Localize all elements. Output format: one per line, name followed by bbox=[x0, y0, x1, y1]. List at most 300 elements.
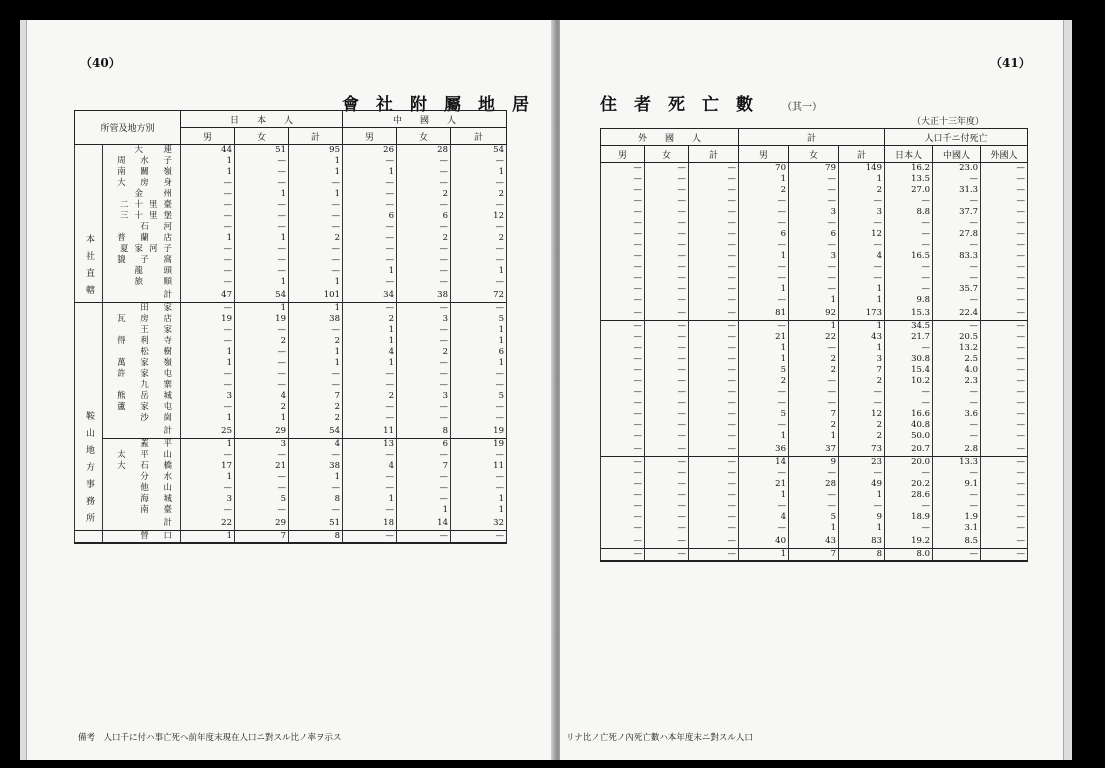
cell-cm: 18 bbox=[343, 516, 397, 531]
cell-tt: 1 bbox=[839, 523, 885, 534]
cell-ct: — bbox=[451, 244, 507, 255]
cell-tm: — bbox=[739, 196, 789, 207]
cell-rf: — bbox=[981, 479, 1028, 490]
cell-fm: — bbox=[601, 534, 645, 549]
cell-ff: — bbox=[645, 306, 689, 321]
cell-fm: — bbox=[601, 332, 645, 343]
cell-fm: — bbox=[601, 376, 645, 387]
cell-jf: 54 bbox=[235, 288, 289, 303]
cell-rc: — bbox=[933, 387, 981, 398]
cell-tm: — bbox=[739, 207, 789, 218]
cell-ct: 1 bbox=[451, 358, 507, 369]
cell-jf: 1 bbox=[235, 303, 289, 315]
cell-tt: — bbox=[839, 196, 885, 207]
cell-jt: 2 bbox=[289, 402, 343, 413]
cell-cm: — bbox=[343, 413, 397, 424]
cell-tf: 7 bbox=[789, 549, 839, 562]
table-row bbox=[75, 531, 507, 544]
cell-ct: 2 bbox=[451, 233, 507, 244]
table-row bbox=[75, 380, 507, 391]
left-page bbox=[20, 20, 555, 760]
cell-jf: — bbox=[235, 483, 289, 494]
cell-rf: — bbox=[981, 457, 1028, 469]
table-row bbox=[75, 472, 507, 483]
cell-jt: 2 bbox=[289, 336, 343, 347]
cell-rj: 10.2 bbox=[885, 376, 933, 387]
table-row bbox=[75, 483, 507, 494]
cell-jm: — bbox=[181, 266, 235, 277]
cell-rj: — bbox=[885, 196, 933, 207]
cell-ff: — bbox=[645, 457, 689, 469]
cell-fm: — bbox=[601, 409, 645, 420]
table-row bbox=[75, 211, 507, 222]
cell-cm: 11 bbox=[343, 424, 397, 439]
cell-ct: — bbox=[451, 380, 507, 391]
rate-group-header: 人口千ニ付死亡 bbox=[885, 129, 1028, 146]
cell-tm: — bbox=[739, 240, 789, 251]
cell-fm: — bbox=[601, 273, 645, 284]
cell-ff: — bbox=[645, 207, 689, 218]
cell-ff: — bbox=[645, 431, 689, 442]
cell-ct: — bbox=[451, 450, 507, 461]
cell-cm: 26 bbox=[343, 145, 397, 157]
cell-tt: 1 bbox=[839, 295, 885, 306]
cell-cf: 3 bbox=[397, 391, 451, 402]
cell-jm: — bbox=[181, 483, 235, 494]
cell-ft: — bbox=[689, 185, 739, 196]
cell-jf: 51 bbox=[235, 145, 289, 157]
cell-tf: — bbox=[789, 185, 839, 196]
cell-rf: — bbox=[981, 442, 1028, 457]
cell-ft: — bbox=[689, 218, 739, 229]
table-row bbox=[75, 266, 507, 277]
cell-tf: — bbox=[789, 262, 839, 273]
cell-ff: — bbox=[645, 409, 689, 420]
cell-cm: — bbox=[343, 222, 397, 233]
cell-jm: — bbox=[181, 505, 235, 516]
cell-rf: — bbox=[981, 163, 1028, 175]
cell-ff: — bbox=[645, 251, 689, 262]
male-header: 男 bbox=[343, 128, 397, 145]
cell-fm: — bbox=[601, 306, 645, 321]
cell-ct: — bbox=[451, 156, 507, 167]
foreign-header: 外 國 人 bbox=[601, 129, 739, 146]
cell-cm: 4 bbox=[343, 347, 397, 358]
cell-fm: — bbox=[601, 295, 645, 306]
table-row bbox=[75, 255, 507, 266]
cell-jt: 1 bbox=[289, 358, 343, 369]
cell-rc: 35.7 bbox=[933, 284, 981, 295]
cell-tm: 5 bbox=[739, 365, 789, 376]
cell-ft: — bbox=[689, 251, 739, 262]
page-title: 住者死亡數 bbox=[600, 95, 770, 115]
cell-jm: — bbox=[181, 336, 235, 347]
region-name: 周 水 子 bbox=[103, 156, 181, 167]
cell-rc: — bbox=[933, 196, 981, 207]
cell-rc: 8.5 bbox=[933, 534, 981, 549]
cell-jm: — bbox=[181, 450, 235, 461]
cell-jm: — bbox=[181, 200, 235, 211]
cell-tt: — bbox=[839, 262, 885, 273]
cell-rf: — bbox=[981, 534, 1028, 549]
table-row bbox=[75, 222, 507, 233]
cell-tf: 79 bbox=[789, 163, 839, 175]
cell-tm: 1 bbox=[739, 549, 789, 562]
cell-rc: 3.6 bbox=[933, 409, 981, 420]
cell-ct: 11 bbox=[451, 461, 507, 472]
cell-cm: — bbox=[343, 200, 397, 211]
cell-fm: — bbox=[601, 398, 645, 409]
cell-ct: 54 bbox=[451, 145, 507, 157]
total-header: 計 bbox=[451, 128, 507, 145]
cell-jt: 1 bbox=[289, 303, 343, 315]
cell-rj: 16.6 bbox=[885, 409, 933, 420]
cell-rj: 40.8 bbox=[885, 420, 933, 431]
cell-cf: 2 bbox=[397, 233, 451, 244]
cell-jf: 21 bbox=[235, 461, 289, 472]
cell-cm: 1 bbox=[343, 266, 397, 277]
cell-tf: 1 bbox=[789, 295, 839, 306]
cell-jm: — bbox=[181, 325, 235, 336]
cell-jf: 1 bbox=[235, 233, 289, 244]
cell-ft: — bbox=[689, 163, 739, 175]
cell-tf: — bbox=[789, 387, 839, 398]
cell-ff: — bbox=[645, 218, 689, 229]
page-edge bbox=[20, 20, 27, 760]
table-row bbox=[601, 196, 1028, 207]
cell-fm: — bbox=[601, 229, 645, 240]
cell-tf: 1 bbox=[789, 431, 839, 442]
cell-rc: — bbox=[933, 240, 981, 251]
cell-fm: — bbox=[601, 196, 645, 207]
cell-cf: — bbox=[397, 531, 451, 544]
cell-rc: — bbox=[933, 174, 981, 185]
cell-cm: — bbox=[343, 402, 397, 413]
cell-rc: 1.9 bbox=[933, 512, 981, 523]
cell-tt: 3 bbox=[839, 207, 885, 218]
cell-rf: — bbox=[981, 354, 1028, 365]
cell-jt: — bbox=[289, 369, 343, 380]
cell-jm: 1 bbox=[181, 347, 235, 358]
cell-jm: 1 bbox=[181, 413, 235, 424]
cell-rc: — bbox=[933, 468, 981, 479]
cell-jf: — bbox=[235, 244, 289, 255]
cell-fm: — bbox=[601, 442, 645, 457]
cell-jt: — bbox=[289, 244, 343, 255]
cell-tt: 23 bbox=[839, 457, 885, 469]
cell-jf: 7 bbox=[235, 531, 289, 544]
group-label: 鞍山地方事務所 bbox=[75, 303, 103, 531]
cell-jm: — bbox=[181, 222, 235, 233]
cell-jf: — bbox=[235, 178, 289, 189]
female-header: 女 bbox=[397, 128, 451, 145]
table-row bbox=[601, 365, 1028, 376]
table-row bbox=[75, 347, 507, 358]
cell-fm: — bbox=[601, 365, 645, 376]
cell-jm: 1 bbox=[181, 156, 235, 167]
table-row bbox=[75, 439, 507, 451]
cell-tf: — bbox=[789, 490, 839, 501]
cell-ft: — bbox=[689, 398, 739, 409]
cell-jt: 2 bbox=[289, 233, 343, 244]
cell-ft: — bbox=[689, 262, 739, 273]
table-row bbox=[601, 321, 1028, 333]
cell-rj: 20.0 bbox=[885, 457, 933, 469]
region-name: 熊 岳 城 bbox=[103, 391, 181, 402]
cell-rj: 34.5 bbox=[885, 321, 933, 333]
cell-cf: 8 bbox=[397, 424, 451, 439]
cell-cm: 1 bbox=[343, 167, 397, 178]
cell-fm: — bbox=[601, 512, 645, 523]
cell-ff: — bbox=[645, 512, 689, 523]
cell-ft: — bbox=[689, 354, 739, 365]
cell-rf: — bbox=[981, 387, 1028, 398]
cell-jf: 29 bbox=[235, 516, 289, 531]
cell-jt: — bbox=[289, 222, 343, 233]
cell-rf: — bbox=[981, 284, 1028, 295]
cell-rc: — bbox=[933, 549, 981, 562]
rate-foreign-header: 外國人 bbox=[981, 146, 1028, 163]
cell-rj: — bbox=[885, 218, 933, 229]
table-row bbox=[601, 457, 1028, 469]
cell-cf: 6 bbox=[397, 439, 451, 451]
cell-rj: — bbox=[885, 501, 933, 512]
page-edge bbox=[1063, 20, 1072, 760]
cell-jf: — bbox=[235, 200, 289, 211]
cell-tm: — bbox=[739, 295, 789, 306]
table-row bbox=[601, 306, 1028, 321]
cell-rj: 9.8 bbox=[885, 295, 933, 306]
region-name: 王 家 bbox=[103, 325, 181, 336]
cell-cf: — bbox=[397, 303, 451, 315]
cell-jm: — bbox=[181, 244, 235, 255]
region-name: 他 山 bbox=[103, 483, 181, 494]
cell-cm: — bbox=[343, 277, 397, 288]
cell-ct: 1 bbox=[451, 266, 507, 277]
table-row bbox=[75, 505, 507, 516]
cell-rc: 4.0 bbox=[933, 365, 981, 376]
cell-rc: 31.3 bbox=[933, 185, 981, 196]
cell-ff: — bbox=[645, 262, 689, 273]
cell-jm: 22 bbox=[181, 516, 235, 531]
cell-jf: — bbox=[235, 266, 289, 277]
table-row bbox=[75, 402, 507, 413]
cell-cm: — bbox=[343, 531, 397, 544]
cell-ft: — bbox=[689, 479, 739, 490]
cell-rj: — bbox=[885, 343, 933, 354]
region-name: 沙 崗 bbox=[103, 413, 181, 424]
cell-tf: — bbox=[789, 240, 839, 251]
cell-jt: 54 bbox=[289, 424, 343, 439]
cell-ct: 72 bbox=[451, 288, 507, 303]
cell-rf: — bbox=[981, 295, 1028, 306]
cell-ct: 19 bbox=[451, 439, 507, 451]
cell-tt: 1 bbox=[839, 321, 885, 333]
cell-rf: — bbox=[981, 185, 1028, 196]
cell-tf: — bbox=[789, 501, 839, 512]
cell-jm: — bbox=[181, 189, 235, 200]
cell-ff: — bbox=[645, 354, 689, 365]
cell-cf: — bbox=[397, 380, 451, 391]
cell-rj: — bbox=[885, 398, 933, 409]
cell-cf: 7 bbox=[397, 461, 451, 472]
cell-tm: 36 bbox=[739, 442, 789, 457]
cell-jf: — bbox=[235, 369, 289, 380]
cell-rf: — bbox=[981, 207, 1028, 218]
year-label: （大正十三年度） bbox=[912, 117, 985, 127]
cell-ft: — bbox=[689, 207, 739, 218]
cell-fm: — bbox=[601, 262, 645, 273]
total-group-header: 計 bbox=[739, 129, 885, 146]
cell-rc: 83.3 bbox=[933, 251, 981, 262]
region-name: 夏家河子 bbox=[103, 244, 181, 255]
cell-cf: — bbox=[397, 277, 451, 288]
cell-fm: — bbox=[601, 431, 645, 442]
cell-tf: 2 bbox=[789, 365, 839, 376]
region-name: 計 bbox=[103, 424, 181, 439]
cell-fm: — bbox=[601, 420, 645, 431]
page-subtitle: （其一） bbox=[782, 102, 822, 113]
cell-cm: — bbox=[343, 380, 397, 391]
cell-tf: 5 bbox=[789, 512, 839, 523]
cell-jm: — bbox=[181, 303, 235, 315]
cell-rj: 8.8 bbox=[885, 207, 933, 218]
table-row bbox=[75, 369, 507, 380]
region-name: 得 利 寺 bbox=[103, 336, 181, 347]
cell-ct: — bbox=[451, 255, 507, 266]
female-header: 女 bbox=[645, 146, 689, 163]
table-row bbox=[75, 277, 507, 288]
table-row bbox=[601, 549, 1028, 562]
cell-jf: 5 bbox=[235, 494, 289, 505]
cell-cf: 6 bbox=[397, 211, 451, 222]
cell-ff: — bbox=[645, 196, 689, 207]
cell-jt: — bbox=[289, 380, 343, 391]
cell-rc: 3.1 bbox=[933, 523, 981, 534]
cell-jt: — bbox=[289, 266, 343, 277]
table-row bbox=[601, 468, 1028, 479]
cell-tf: 37 bbox=[789, 442, 839, 457]
table-row bbox=[601, 207, 1028, 218]
cell-tt: 2 bbox=[839, 185, 885, 196]
cell-jt: 1 bbox=[289, 347, 343, 358]
cell-rj: 8.0 bbox=[885, 549, 933, 562]
region-name: 萬 家 嶺 bbox=[103, 358, 181, 369]
table-row bbox=[601, 343, 1028, 354]
cell-ft: — bbox=[689, 343, 739, 354]
cell-ft: — bbox=[689, 431, 739, 442]
table-row bbox=[75, 494, 507, 505]
cell-rc: 27.8 bbox=[933, 229, 981, 240]
cell-tt: 1 bbox=[839, 174, 885, 185]
table-row bbox=[75, 391, 507, 402]
cell-tm: — bbox=[739, 387, 789, 398]
region-name: 營 口 bbox=[103, 531, 181, 544]
cell-tt: 7 bbox=[839, 365, 885, 376]
cell-tf: 6 bbox=[789, 229, 839, 240]
cell-jm: — bbox=[181, 402, 235, 413]
cell-ff: — bbox=[645, 185, 689, 196]
cell-tf: 2 bbox=[789, 354, 839, 365]
cell-cf: — bbox=[397, 413, 451, 424]
cell-ft: — bbox=[689, 457, 739, 469]
table-row bbox=[601, 523, 1028, 534]
region-name: 貔 子 窩 bbox=[103, 255, 181, 266]
table-row bbox=[601, 262, 1028, 273]
cell-rf: — bbox=[981, 196, 1028, 207]
cell-jt: 4 bbox=[289, 439, 343, 451]
cell-rc: — bbox=[933, 273, 981, 284]
cell-tt: 173 bbox=[839, 306, 885, 321]
cell-cf: 2 bbox=[397, 347, 451, 358]
cell-ft: — bbox=[689, 523, 739, 534]
cell-tt: 83 bbox=[839, 534, 885, 549]
cell-rc: 2.8 bbox=[933, 442, 981, 457]
cell-rc: — bbox=[933, 218, 981, 229]
table-row bbox=[75, 413, 507, 424]
table-row bbox=[75, 303, 507, 315]
cell-ft: — bbox=[689, 409, 739, 420]
cell-tf: 7 bbox=[789, 409, 839, 420]
cell-tt: — bbox=[839, 501, 885, 512]
region-name: 金 州 bbox=[103, 189, 181, 200]
cell-rf: — bbox=[981, 409, 1028, 420]
cell-tm: 2 bbox=[739, 185, 789, 196]
cell-ft: — bbox=[689, 174, 739, 185]
cell-ft: — bbox=[689, 376, 739, 387]
cell-ff: — bbox=[645, 295, 689, 306]
cell-ct: — bbox=[451, 531, 507, 544]
table-row bbox=[601, 229, 1028, 240]
cell-ct: 32 bbox=[451, 516, 507, 531]
region-name: 瓦 房 店 bbox=[103, 314, 181, 325]
cell-fm: — bbox=[601, 321, 645, 333]
cell-cf: — bbox=[397, 156, 451, 167]
cell-jt: — bbox=[289, 211, 343, 222]
cell-tm: 1 bbox=[739, 490, 789, 501]
cell-ff: — bbox=[645, 284, 689, 295]
cell-cm: — bbox=[343, 483, 397, 494]
cell-tm: — bbox=[739, 468, 789, 479]
cell-fm: — bbox=[601, 523, 645, 534]
cell-cf: — bbox=[397, 167, 451, 178]
region-name: 計 bbox=[103, 288, 181, 303]
cell-ft: — bbox=[689, 534, 739, 549]
cell-jf: — bbox=[235, 450, 289, 461]
cell-jm: 1 bbox=[181, 358, 235, 369]
region-name: 大 房 身 bbox=[103, 178, 181, 189]
table-row bbox=[75, 167, 507, 178]
cell-rj: 15.3 bbox=[885, 306, 933, 321]
cell-cm: — bbox=[343, 505, 397, 516]
cell-tf: 9 bbox=[789, 457, 839, 469]
cell-rf: — bbox=[981, 218, 1028, 229]
cell-jm: — bbox=[181, 255, 235, 266]
cell-fm: — bbox=[601, 284, 645, 295]
group-label-empty bbox=[75, 531, 103, 544]
left-table bbox=[74, 110, 507, 544]
cell-ft: — bbox=[689, 501, 739, 512]
table-row bbox=[75, 516, 507, 531]
cell-tm: — bbox=[739, 321, 789, 333]
rate-japanese-header: 日本人 bbox=[885, 146, 933, 163]
region-name: 蘆 家 屯 bbox=[103, 402, 181, 413]
cell-fm: — bbox=[601, 501, 645, 512]
cell-tm: — bbox=[739, 218, 789, 229]
cell-ct: — bbox=[451, 303, 507, 315]
table-row bbox=[601, 295, 1028, 306]
cell-ff: — bbox=[645, 501, 689, 512]
